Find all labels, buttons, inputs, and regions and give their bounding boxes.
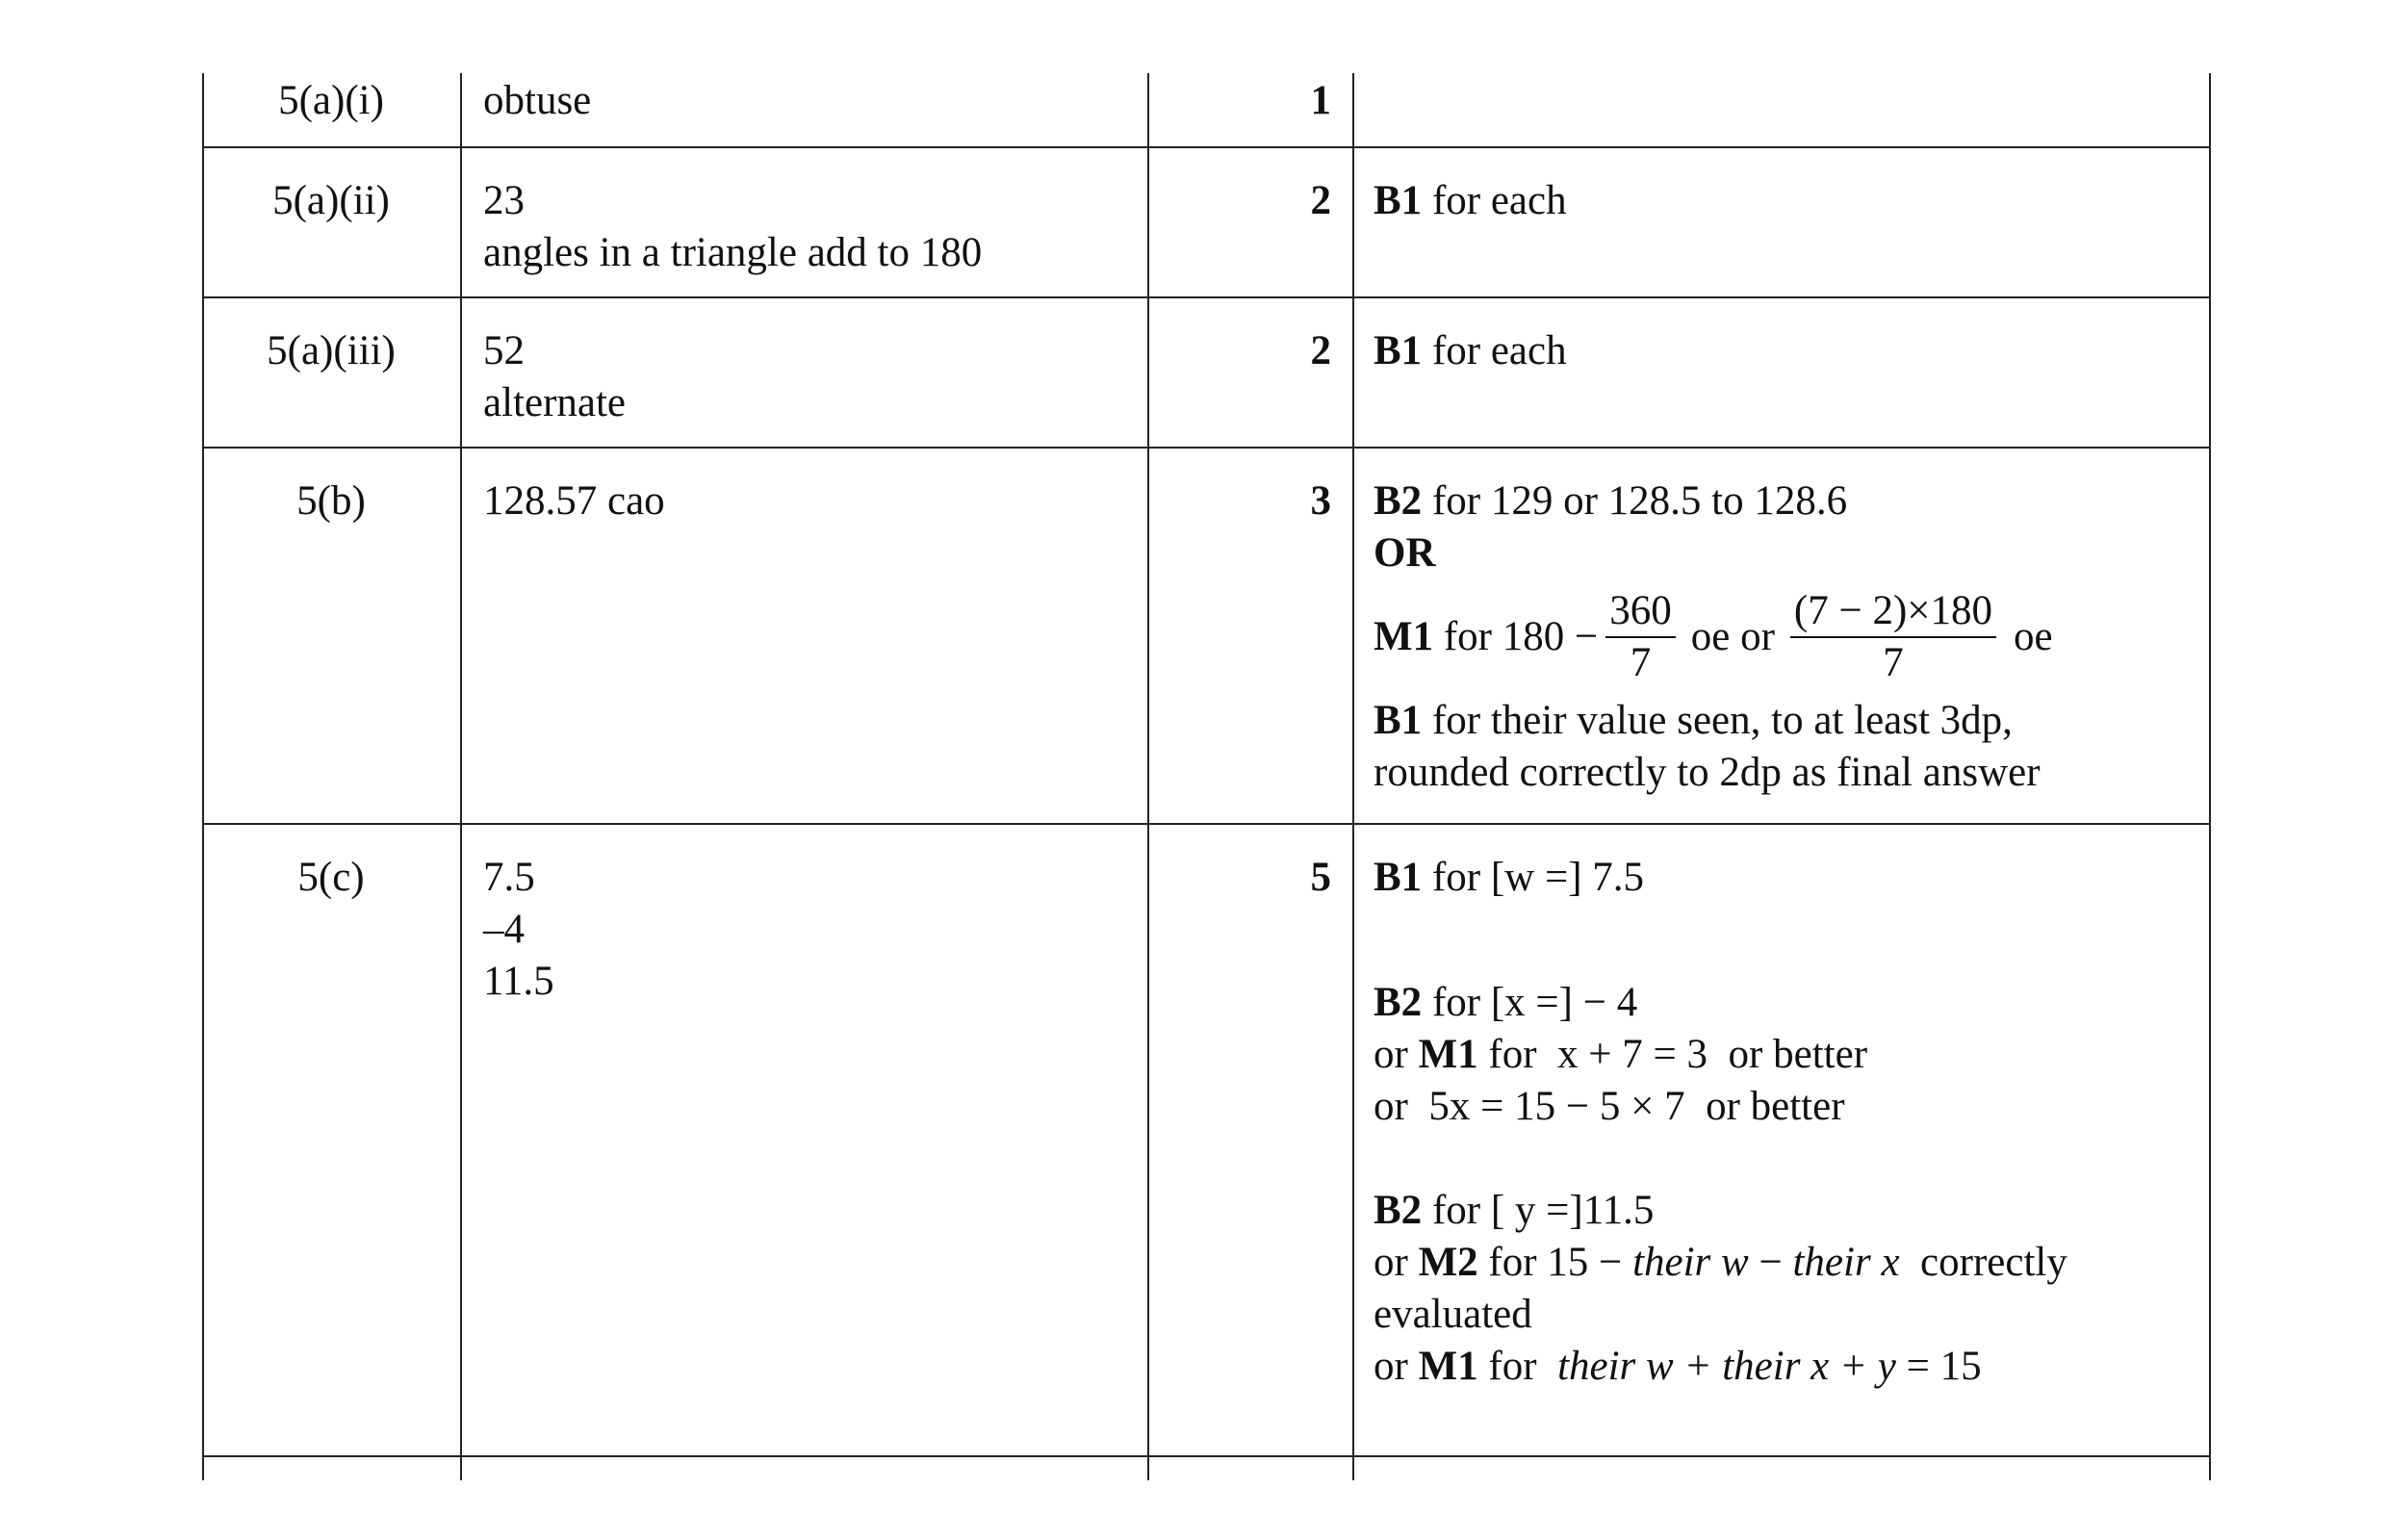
answer-cell	[483, 75, 1147, 127]
mark-code: B1	[1374, 855, 1423, 900]
answer-line: angles in a triangle add to 180	[483, 230, 983, 275]
fraction	[1605, 586, 1676, 688]
fraction-denominator: 7	[1883, 640, 1904, 685]
guidance-text: for [x =] − 4	[1422, 980, 1638, 1025]
guidance-text: for [w =] 7.5	[1422, 855, 1645, 900]
fraction	[1790, 586, 1996, 688]
guidance-text: or 5x = 15 − 5 × 7 or better	[1374, 1084, 1845, 1129]
answer-line: alternate	[483, 380, 627, 425]
answer-cell	[483, 175, 1147, 279]
guidance-cell	[1374, 175, 2201, 227]
mark-code: B2	[1374, 478, 1423, 524]
guidance-text: −	[1748, 1240, 1793, 1285]
fraction-numerator: 360	[1605, 586, 1676, 638]
method-mark-line	[1374, 579, 2201, 695]
guidance-text: correctly	[1899, 1240, 2067, 1285]
mark-code: B1	[1374, 178, 1423, 223]
answer-cell	[483, 852, 1147, 1008]
table-row	[202, 825, 2211, 1455]
guidance-text: = 15	[1895, 1344, 1982, 1389]
guidance-text: or	[1374, 1032, 1419, 1077]
guidance-text: for	[1477, 1344, 1558, 1389]
mark-scheme-table	[202, 73, 2211, 1480]
mark-code: M1	[1418, 1344, 1478, 1389]
guidance-text: oe	[2014, 614, 2053, 659]
question-number: 5(a)(i)	[278, 78, 384, 123]
guidance-text: or	[1374, 1344, 1419, 1389]
guidance-text: for each	[1422, 328, 1567, 373]
answer-line: 11.5	[483, 959, 554, 1004]
question-number: 5(a)(ii)	[272, 178, 390, 223]
guidance-text: for x + 7 = 3 or better	[1477, 1032, 1868, 1077]
guidance-text: for [ y =]11.5	[1422, 1188, 1655, 1233]
fraction-denominator: 7	[1630, 640, 1652, 685]
guidance-italic: their w + their x + y	[1557, 1344, 1896, 1389]
mark-code: B1	[1374, 328, 1423, 373]
guidance-cell	[1374, 852, 2201, 1393]
marks-cell: 3	[1310, 478, 1331, 524]
table-row	[202, 73, 2211, 146]
mark-code: M1	[1418, 1032, 1478, 1077]
question-number: 5(c)	[297, 855, 365, 900]
answer-line: 23	[483, 178, 525, 223]
guidance-text: for 180 −	[1433, 614, 1599, 659]
table-row	[202, 449, 2211, 823]
marks-cell: 2	[1310, 178, 1331, 223]
guidance-cell	[1374, 475, 2201, 799]
guidance-text: for each	[1422, 178, 1567, 223]
guidance-italic: their x	[1792, 1240, 1900, 1285]
guidance-text: or	[1374, 1240, 1419, 1285]
fraction-numerator: (7 − 2)×180	[1790, 586, 1996, 638]
marks-cell: 2	[1310, 328, 1331, 373]
question-number: 5(b)	[296, 478, 366, 524]
marks-cell: 1	[1310, 78, 1331, 123]
guidance-italic: their w	[1632, 1240, 1749, 1285]
answer-line: 7.5	[483, 855, 535, 900]
mark-code: B2	[1374, 980, 1423, 1025]
answer-line: –4	[483, 907, 525, 952]
mark-code: M2	[1418, 1240, 1478, 1285]
guidance-text: oe or	[1690, 614, 1775, 659]
mark-code: B2	[1374, 1188, 1423, 1233]
table-row	[202, 298, 2211, 447]
answer-line: 52	[483, 328, 525, 373]
guidance-text: for 15 −	[1477, 1240, 1633, 1285]
answer-line: obtuse	[483, 78, 592, 123]
or-separator: OR	[1374, 530, 1436, 576]
mark-code: M1	[1374, 614, 1434, 659]
row-divider	[202, 1455, 2211, 1457]
guidance-cell	[1374, 325, 2201, 377]
answer-cell	[483, 325, 1147, 429]
question-number: 5(a)(iii)	[267, 328, 396, 373]
guidance-text: rounded correctly to 2dp as final answer	[1374, 750, 2041, 795]
answer-line: 128.57 cao	[483, 478, 665, 524]
guidance-text: for 129 or 128.5 to 128.6	[1422, 478, 1848, 524]
table-row	[202, 148, 2211, 296]
mark-code: B1	[1374, 698, 1423, 743]
marks-cell: 5	[1310, 855, 1331, 900]
answer-cell	[483, 475, 1147, 527]
guidance-text: for their value seen, to at least 3dp,	[1422, 698, 2013, 743]
guidance-text: evaluated	[1374, 1292, 1532, 1337]
